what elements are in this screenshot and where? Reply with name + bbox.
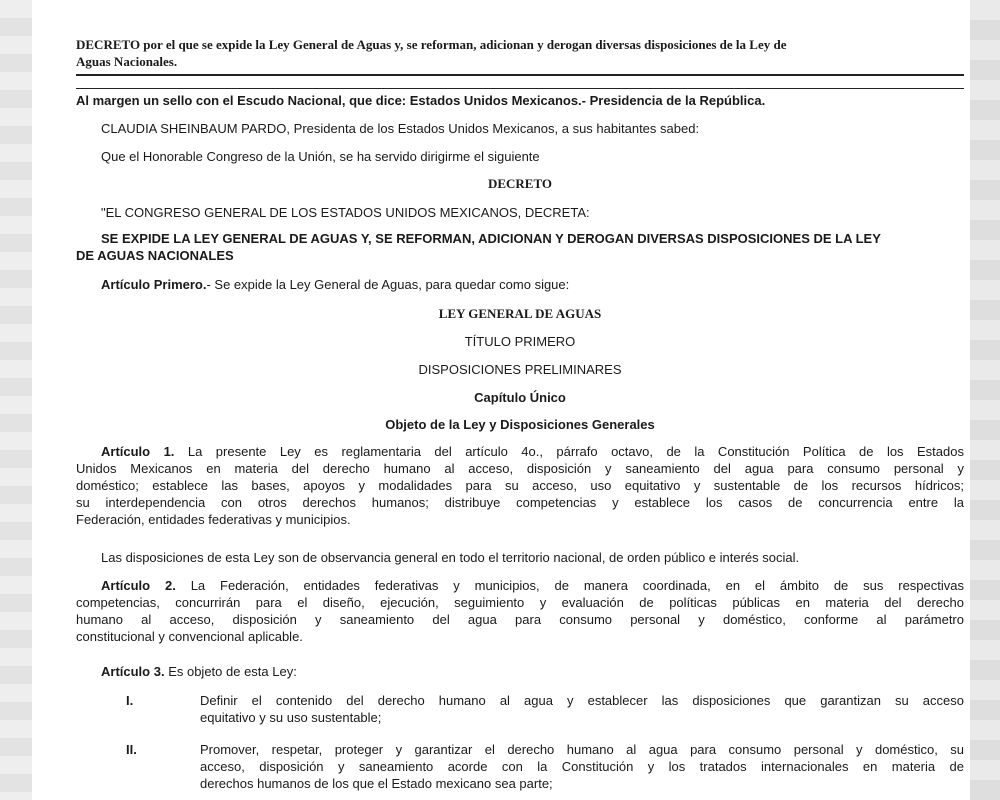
congress-line: Que el Honorable Congreso de la Unión, se ha servido dirigirme el siguiente (101, 149, 540, 164)
articulo-primero (76, 276, 964, 293)
list-item-line: Definir el contenido del derecho humano al agua y establecer las disposiciones que garantizan su acceso (200, 693, 964, 708)
decree-statement-line1: SE EXPIDE LA LEY GENERAL DE AGUAS Y, SE REFORMAN, ADICIONAN Y DEROGAN DIVERSAS DISPOSICIONES DE LA LEY (101, 231, 881, 246)
list-item-number: I. (126, 693, 134, 708)
decree-title (76, 36, 964, 70)
document-page (32, 0, 970, 800)
article-2-label: Artículo 2. (101, 578, 176, 593)
article-2-line: constitucional y convencional aplicable. (76, 629, 303, 644)
list-item-line: equitativo y su uso sustentable; (200, 710, 382, 725)
article-1-line: Federación, entidades federativas y municipios. (76, 512, 351, 527)
article-1-line: doméstico; establece las bases, apoyos y modalidades para su acceso, uso equitativo y sustentable de los recursos hídricos; (76, 478, 964, 493)
titulo-primero: TÍTULO PRIMERO (464, 334, 576, 349)
article-1-line: su interdependencia con otros derechos humanos; distribuye competencias y establece los casos de concurrencia entre la (76, 495, 964, 510)
president-name: CLAUDIA SHEINBAUM PARDO (101, 121, 287, 136)
page-background-left (0, 0, 32, 800)
list-item-line: derechos humanos de los que el Estado mexicano sea parte; (200, 776, 553, 791)
disposiciones-preliminares: DISPOSICIONES PRELIMINARES (418, 362, 622, 377)
article-1-line: Unidos Mexicanos en materia del derecho humano al acceso, disposición y saneamiento del agua para consumo personal y (76, 461, 964, 476)
margin-note: Al margen un sello con el Escudo Nacional, que dice: Estados Unidos Mexicanos.- Presidencia de la República. (76, 93, 766, 108)
list-item-line: acceso, disposición y saneamiento acorde con la Constitución y los tratados internacionales en materia de (200, 759, 964, 774)
list-item-line: Promover, respetar, proteger y garantizar el derecho humano al agua para consumo personal y doméstico, su (200, 742, 964, 757)
president-paragraph (76, 120, 964, 137)
capitulo-unico: Capítulo Único (474, 390, 566, 405)
observancia-paragraph: Las disposiciones de esta Ley son de observancia general en todo el territorio nacional, de orden público e interés social. (101, 550, 800, 565)
congreso-decreta: "EL CONGRESO GENERAL DE LOS ESTADOS UNIDOS MEXICANOS, DECRETA: (101, 205, 590, 220)
law-title: LEY GENERAL DE AGUAS (438, 306, 602, 321)
decree-title-line1: DECRETO por el que se expide la Ley General de Aguas y, se reforman, adicionan y derogan diversas disposiciones de la Ley de (76, 37, 787, 52)
decree-statement-line2: DE AGUAS NACIONALES (76, 248, 234, 263)
title-rule-top (76, 74, 964, 76)
decree-title-line2: Aguas Nacionales. (76, 54, 178, 69)
title-rule-bottom (76, 88, 964, 89)
article-1-line: Artículo 1. La presente Ley es reglamentaria del artículo 4o., párrafo octavo, de la Constitución Política de los Estados (101, 444, 964, 459)
article-3-text: Es objeto de esta Ley: (164, 664, 297, 679)
article-3 (76, 663, 964, 680)
article-2-line: competencias, concurrirán para el diseño, ejecución, seguimiento y evaluación de políticas públicas en materia del derecho (76, 595, 964, 610)
article-2-line: humano al acceso, disposición y saneamiento del agua para consumo personal y doméstico, conforme al parámetro (76, 612, 964, 627)
list-item-number: II. (126, 742, 137, 757)
president-text: , Presidenta de los Estados Unidos Mexicanos, a sus habitantes sabed: (286, 121, 700, 136)
articulo-primero-text: - Se expide la Ley General de Aguas, para quedar como sigue: (206, 277, 570, 292)
articulo-primero-label: Artículo Primero. (101, 277, 207, 292)
article-1-label: Artículo 1. (101, 444, 175, 459)
decreto-heading: DECRETO (487, 176, 553, 191)
page-background-right (970, 0, 1000, 800)
objeto-heading: Objeto de la Ley y Disposiciones Generales (385, 417, 655, 432)
article-3-label: Artículo 3. (101, 664, 165, 679)
article-2-line: Artículo 2. La Federación, entidades federativas y municipios, de manera coordinada, en el ámbito de sus respectivas (101, 578, 964, 593)
